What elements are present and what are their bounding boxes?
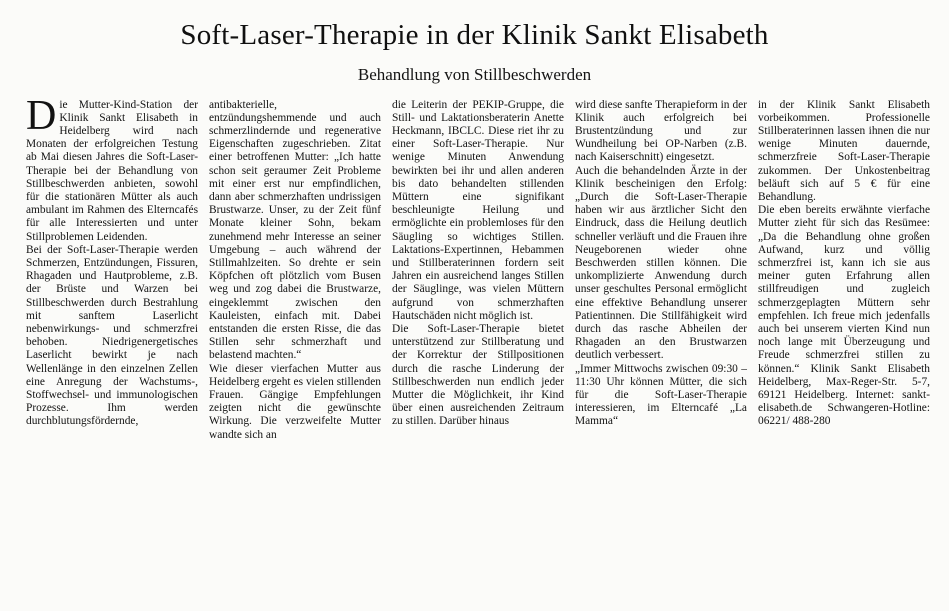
article-column-2: [209, 99, 381, 442]
paragraph: Auch die behandelnden Ärzte in der Klinik bescheinigen den Erfolg: „Durch die Soft-Laser-Therapie haben wir aus ärztlicher Sicht den Eindruck, dass die Heilung deutlich schneller verläuft und die Frauen ihre Neugeborenen wieder ohne Beschwerden stillen können. Die unkomplizierte Anwendung durch unser geschultes Personal ermöglicht eine effektive Behandlung unserer Patientinnen. Die Stillfähigkeit wird durch das rasche Abheilen der Rhagaden an den Brustwarzen deutlich verbessert.: [575, 164, 747, 362]
article-subtitle: Behandlung von Stillbeschwerden: [357, 64, 592, 84]
paragraph: Die Mutter-Kind-Station der Klinik Sankt Elisabeth in Heidelberg wird nach Monaten der erfolgreichen Testung ab Mai diesen Jahres die Soft-Laser-Therapie bei der Behandlung von Stillbeschwerden anbieten, sowohl für die stationären Mütter als auch ambulant im Rahmen des Elterncafés für alle Interessierten und unter Stillproblemen Leidenden.: [26, 92, 198, 243]
article-column-1: [26, 92, 198, 429]
page-title: Soft-Laser-Therapie in der Klinik Sankt Elisabeth: [180, 19, 769, 51]
paragraph: „Immer Mittwochs zwischen 09:30 – 11:30 Uhr können Mütter, die sich für die Soft-Laser-Therapie interessieren, im Elterncafé „La Mamma“: [575, 362, 747, 428]
article-columns: [26, 92, 930, 442]
paragraph: wird diese sanfte Therapieform in der Klinik auch erfolgreich bei Brustentzündung und zur Wundheilung bei OP-Narben (z.B. nach Kaiserschnitt) eingesetzt.: [575, 98, 747, 164]
paragraph: Bei der Soft-Laser-Therapie werden Schmerzen, Entzündungen, Fissuren, Rhagaden und Hautprobleme, z.B. der Brüste und Warzen bei Stillbeschwerden durch Bestrahlung mit sanftem Laserlicht nebenwirkungs- und schmerzfrei behoben. Niedrigenergetisches Laserlicht bewirkt je nach Wellenlänge in den einzelnen Zellen eine Anregung der Wachstums-, Stoffwechsel- und immunologischen Prozesse. Ihm werden durchblutungsfördernde,: [26, 243, 198, 428]
paragraph: die Leiterin der PEKIP-Gruppe, die Still- und Laktationsberaterin Anette Heckmann, IBCLC. Diese riet ihr zu einer Soft-Laser-Therapie. Nur wenige Minuten Anwendung bewirkten bei ihr und allen anderen bis dato behandelten stillenden Müttern eine signifikant beschleunigte Heilung und ermöglichte ein problemloses für den Säugling so wichtiges Stillen. Laktations-Expertinnen, Hebammen und Stillberaterinnen fordern seit Jahren ein ausreichend langes Stillen der Säuglinge, was vielen Müttern aufgrund von schmerzhaften Hautschäden nicht möglich ist.: [392, 98, 564, 322]
paragraph: antibakterielle, entzündungshemmende und auch schmerzlindernde und regenerative Eigenschaften zugeschrieben. Zitat einer betroffenen Mutter: „Ich hatte schon seit geraumer Zeit Probleme mit einer erst nur empfindlichen, dann aber schmerzhaften undrissigen Brustwarze. Unser, zu der Zeit fünf Monate kleiner Sohn, bekam zunehmend mehr Interesse an seiner Umgebung – auch während der Stillmahlzeiten. So drehte er sein Köpfchen oft plötzlich vom Busen weg und zog dabei die Brustwarze, eingeklemmt zwischen den Kauleisten, einfach mit. Dabei entstanden die ersten Risse, die das Stillen sehr schmerzhaft und belastend machten.“: [209, 98, 381, 362]
paragraph: in der Klinik Sankt Elisabeth vorbeikommen. Professionelle Stillberaterinnen lassen ihnen die nur wenige Minuten dauernde, schmerzfreie Soft-Laser-Therapie zukommen. Der Unkostenbeitrag beläuft sich auf 5 € für eine Behandlung.: [758, 98, 930, 203]
article-column-5: [758, 99, 930, 429]
article-column-3: [392, 99, 564, 429]
paragraph: Wie dieser vierfachen Mutter aus Heidelberg ergeht es vielen stillenden Frauen. Gängige Empfehlungen zeigten nicht die gewünschte Wirkung. Die verzweifelte Mutter wandte sich an: [209, 362, 381, 441]
bottom-fade: [0, 601, 949, 611]
paragraph: Die eben bereits erwähnte vierfache Mutter zieht für sich das Resümee: „Da die Behandlung ohne großen Aufwand, kurz und völlig schmerzfrei ist, kann ich sie aus meiner guten Erfahrung allen stillfreudigen und zugleich schmerzgeplagten Müttern sehr empfehlen. Ich freue mich jedenfalls auch bei unserem vierten Kind nun noch lange mit Überzeugung und Freude schmerzfrei stillen zu können.“ Klinik Sankt Elisabeth Heidelberg, Max-Reger-Str. 5-7, 69121 Heidelberg. Internet: sankt-elisabeth.de Schwangeren-Hotline: 06221/ 488-280: [758, 204, 930, 428]
paragraph: Die Soft-Laser-Therapie bietet unterstützend zur Stillberatung und der Korrektur der Stillpositionen durch die rasche Linderung der Stillbeschwerden nun endlich jeder Mutter die Möglichkeit, ihr Kind über einen ausreichenden Zeitraum zu stillen. Darüber hinaus: [392, 323, 564, 428]
article-column-4: [575, 99, 747, 429]
